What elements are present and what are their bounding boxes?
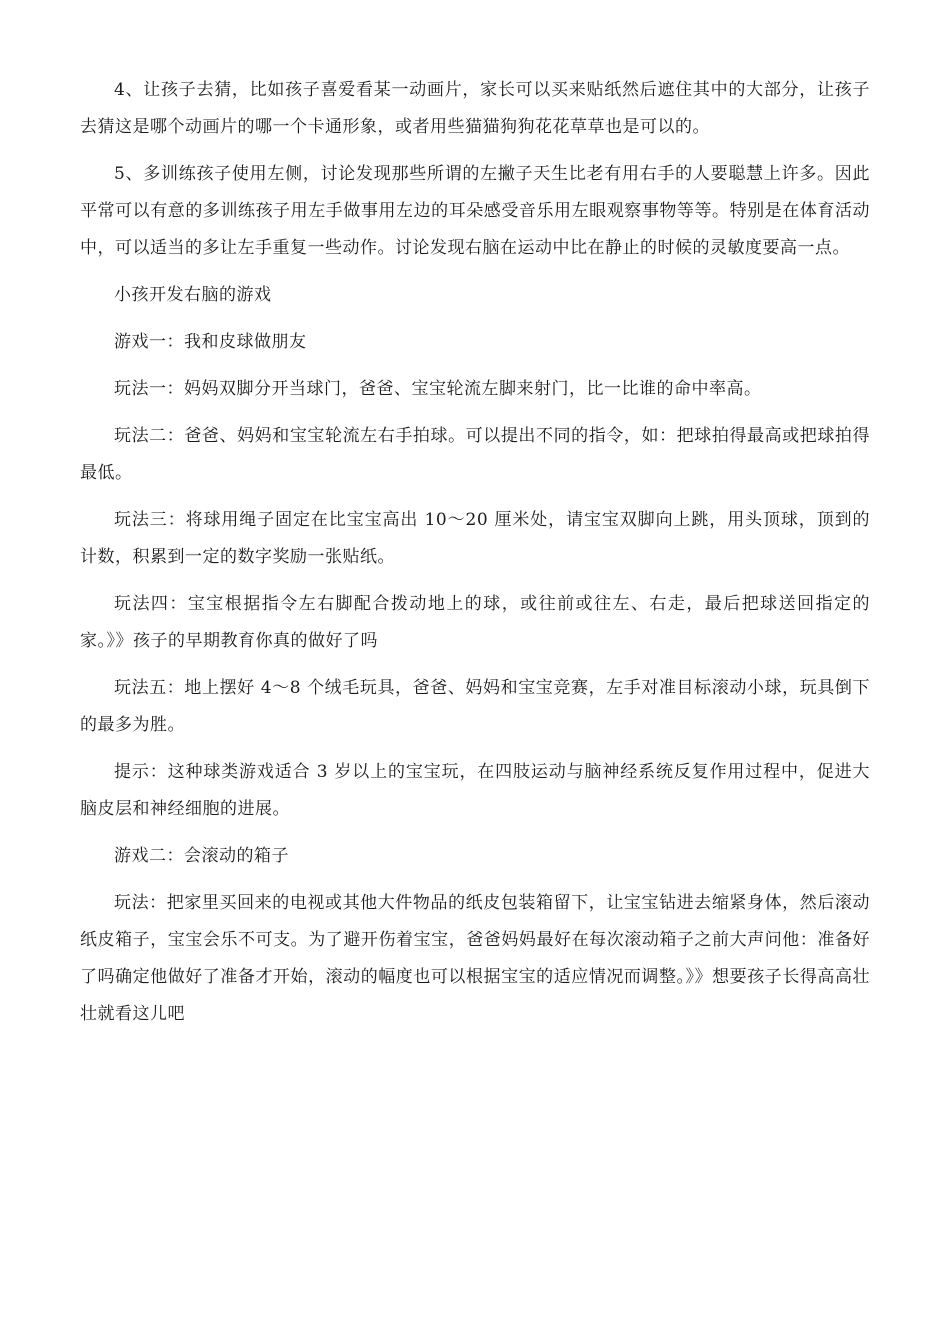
- game-one-method-5: 玩法五：地上摆好 4～8 个绒毛玩具，爸爸、妈妈和宝宝竞赛，左手对准目标滚动小球，玩具倒下的最多为胜。: [80, 678, 870, 735]
- paragraph-tip-4: 4、让孩子去猜，比如孩子喜爱看某一动画片，家长可以买来贴纸然后遮住其中的大部分，让孩子去猜这是哪个动画片的哪一个卡通形象，或者用些猫猫狗狗花花草草也是可以的。: [80, 80, 870, 137]
- section-heading: 小孩开发右脑的游戏: [114, 285, 272, 305]
- game-one-title: 游戏一：我和皮球做朋友: [114, 332, 307, 352]
- paragraph-tip-5: 5、多训练孩子使用左侧，讨论发现那些所谓的左撇子天生比老有用右手的人要聪慧上许多。因此平常可以有意的多训练孩子用左手做事用左边的耳朵感受音乐用左眼观察事物等等。特别是在体育活动中，可以适当的多让左手重复一些动作。讨论发现右脑在运动中比在静止的时候的灵敏度要高一点。: [80, 164, 870, 258]
- game-one-method-4: 玩法四：宝宝根据指令左右脚配合拨动地上的球，或往前或往左、右走，最后把球送回指定的家。》》孩子的早期教育你真的做好了吗: [80, 594, 870, 651]
- game-one-tip: 提示：这种球类游戏适合 3 岁以上的宝宝玩，在四肢运动与脑神经系统反复作用过程中，促进大脑皮层和神经细胞的进展。: [80, 762, 870, 819]
- game-two-title: 游戏二：会滚动的箱子: [114, 846, 289, 866]
- document-page: [80, 72, 870, 1043]
- game-one-method-3: 玩法三：将球用绳子固定在比宝宝高出 10～20 厘米处，请宝宝双脚向上跳，用头顶球，顶到的计数，积累到一定的数字奖励一张贴纸。: [80, 510, 870, 567]
- game-one-method-2: 玩法二：爸爸、妈妈和宝宝轮流左右手拍球。可以提出不同的指令，如：把球拍得最高或把球拍得最低。: [80, 426, 870, 483]
- game-one-method-1: 玩法一：妈妈双脚分开当球门，爸爸、宝宝轮流左脚来射门，比一比谁的命中率高。: [114, 379, 762, 399]
- game-two-method: 玩法：把家里买回来的电视或其他大件物品的纸皮包装箱留下，让宝宝钻进去缩紧身体，然后滚动纸皮箱子，宝宝会乐不可支。为了避开伤着宝宝，爸爸妈妈最好在每次滚动箱子之前大声问他：准备好了吗确定他做好了准备才开始，滚动的幅度也可以根据宝宝的适应情况而调整。》》想要孩子长得高高壮壮就看这儿吧: [80, 893, 870, 1024]
